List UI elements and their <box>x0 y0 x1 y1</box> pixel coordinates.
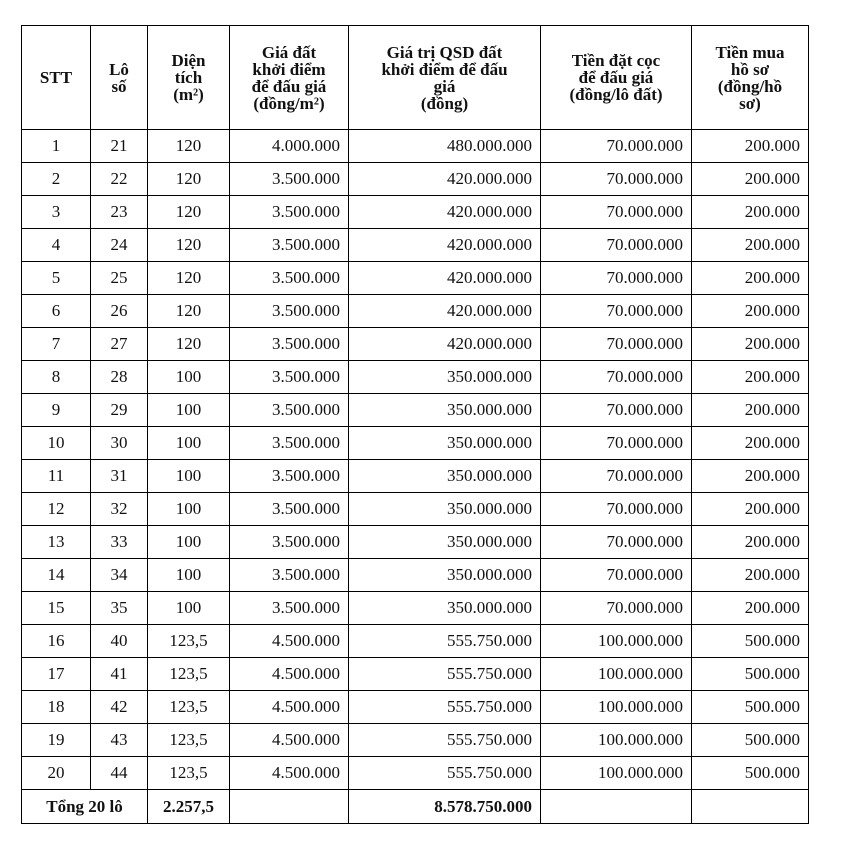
area-cell: 100 <box>148 394 230 427</box>
dossier-fee-cell: 500.000 <box>692 691 809 724</box>
land-value-cell: 555.750.000 <box>349 757 541 790</box>
area-cell: 100 <box>148 526 230 559</box>
unit-price-cell: 3.500.000 <box>230 526 349 559</box>
unit-price-cell: 3.500.000 <box>230 493 349 526</box>
unit-price-cell: 4.500.000 <box>230 757 349 790</box>
stt-cell: 6 <box>22 295 91 328</box>
stt-cell: 12 <box>22 493 91 526</box>
total-empty-cell <box>230 790 349 824</box>
lot-number-cell: 33 <box>91 526 148 559</box>
table-row <box>22 394 809 427</box>
unit-price-cell: 4.500.000 <box>230 625 349 658</box>
stt-cell: 19 <box>22 724 91 757</box>
table-row <box>22 130 809 163</box>
stt-cell: 18 <box>22 691 91 724</box>
unit-price-cell: 3.500.000 <box>230 295 349 328</box>
deposit-cell: 70.000.000 <box>541 559 692 592</box>
total-empty-cell <box>692 790 809 824</box>
table-row <box>22 196 809 229</box>
table-row <box>22 625 809 658</box>
land-value-cell: 420.000.000 <box>349 196 541 229</box>
stt-cell: 15 <box>22 592 91 625</box>
area-cell: 120 <box>148 229 230 262</box>
table-row <box>22 592 809 625</box>
land-value-cell: 420.000.000 <box>349 229 541 262</box>
area-cell: 123,5 <box>148 724 230 757</box>
header-unit-price: Giá đất khởi điểm để đấu giá (đồng/m²) <box>230 26 349 130</box>
stt-cell: 10 <box>22 427 91 460</box>
deposit-cell: 70.000.000 <box>541 394 692 427</box>
header-lot-number: Lô số <box>91 26 148 130</box>
dossier-fee-cell: 200.000 <box>692 460 809 493</box>
lot-number-cell: 28 <box>91 361 148 394</box>
unit-price-cell: 3.500.000 <box>230 229 349 262</box>
table-body <box>22 130 809 790</box>
header-stt: STT <box>22 26 91 130</box>
area-cell: 123,5 <box>148 691 230 724</box>
deposit-cell: 70.000.000 <box>541 493 692 526</box>
lot-number-cell: 21 <box>91 130 148 163</box>
total-empty-cell <box>541 790 692 824</box>
dossier-fee-cell: 500.000 <box>692 625 809 658</box>
dossier-fee-cell: 200.000 <box>692 592 809 625</box>
lot-number-cell: 29 <box>91 394 148 427</box>
lot-number-cell: 32 <box>91 493 148 526</box>
area-cell: 100 <box>148 493 230 526</box>
total-row <box>22 790 809 824</box>
dossier-fee-cell: 200.000 <box>692 295 809 328</box>
lot-number-cell: 44 <box>91 757 148 790</box>
land-value-cell: 350.000.000 <box>349 559 541 592</box>
table-row <box>22 229 809 262</box>
land-value-cell: 350.000.000 <box>349 526 541 559</box>
land-value-cell: 555.750.000 <box>349 691 541 724</box>
lot-number-cell: 26 <box>91 295 148 328</box>
unit-price-cell: 4.500.000 <box>230 724 349 757</box>
unit-price-cell: 3.500.000 <box>230 196 349 229</box>
lot-number-cell: 35 <box>91 592 148 625</box>
dossier-fee-cell: 200.000 <box>692 394 809 427</box>
area-cell: 120 <box>148 295 230 328</box>
land-value-cell: 420.000.000 <box>349 328 541 361</box>
deposit-cell: 100.000.000 <box>541 658 692 691</box>
deposit-cell: 70.000.000 <box>541 295 692 328</box>
table-row <box>22 724 809 757</box>
area-cell: 123,5 <box>148 625 230 658</box>
total-land-value: 8.578.750.000 <box>349 790 541 824</box>
deposit-cell: 70.000.000 <box>541 592 692 625</box>
lot-number-cell: 40 <box>91 625 148 658</box>
dossier-fee-cell: 200.000 <box>692 526 809 559</box>
area-cell: 120 <box>148 196 230 229</box>
deposit-cell: 70.000.000 <box>541 427 692 460</box>
dossier-fee-cell: 500.000 <box>692 757 809 790</box>
area-cell: 120 <box>148 328 230 361</box>
deposit-cell: 70.000.000 <box>541 526 692 559</box>
stt-cell: 16 <box>22 625 91 658</box>
area-cell: 120 <box>148 130 230 163</box>
table-row <box>22 559 809 592</box>
lot-number-cell: 42 <box>91 691 148 724</box>
unit-price-cell: 4.500.000 <box>230 658 349 691</box>
stt-cell: 20 <box>22 757 91 790</box>
land-value-cell: 350.000.000 <box>349 460 541 493</box>
header-land-value: Giá trị QSD đất khởi điểm để đấu giá (đồng) <box>349 26 541 130</box>
unit-price-cell: 3.500.000 <box>230 427 349 460</box>
dossier-fee-cell: 200.000 <box>692 262 809 295</box>
unit-price-cell: 4.000.000 <box>230 130 349 163</box>
deposit-cell: 70.000.000 <box>541 130 692 163</box>
land-value-cell: 555.750.000 <box>349 658 541 691</box>
dossier-fee-cell: 200.000 <box>692 559 809 592</box>
stt-cell: 8 <box>22 361 91 394</box>
deposit-cell: 70.000.000 <box>541 361 692 394</box>
unit-price-cell: 4.500.000 <box>230 691 349 724</box>
area-cell: 120 <box>148 262 230 295</box>
table-row <box>22 526 809 559</box>
lot-number-cell: 25 <box>91 262 148 295</box>
header-row <box>22 26 809 130</box>
dossier-fee-cell: 200.000 <box>692 229 809 262</box>
table-row <box>22 328 809 361</box>
header-dossier-fee: Tiền mua hồ sơ (đồng/hồ sơ) <box>692 26 809 130</box>
stt-cell: 1 <box>22 130 91 163</box>
dossier-fee-cell: 500.000 <box>692 658 809 691</box>
unit-price-cell: 3.500.000 <box>230 328 349 361</box>
deposit-cell: 100.000.000 <box>541 691 692 724</box>
stt-cell: 14 <box>22 559 91 592</box>
table-row <box>22 262 809 295</box>
lot-number-cell: 22 <box>91 163 148 196</box>
stt-cell: 4 <box>22 229 91 262</box>
unit-price-cell: 3.500.000 <box>230 394 349 427</box>
deposit-cell: 70.000.000 <box>541 262 692 295</box>
land-value-cell: 350.000.000 <box>349 592 541 625</box>
lot-number-cell: 30 <box>91 427 148 460</box>
stt-cell: 9 <box>22 394 91 427</box>
land-value-cell: 555.750.000 <box>349 724 541 757</box>
unit-price-cell: 3.500.000 <box>230 559 349 592</box>
area-cell: 100 <box>148 460 230 493</box>
stt-cell: 13 <box>22 526 91 559</box>
dossier-fee-cell: 200.000 <box>692 361 809 394</box>
lot-number-cell: 34 <box>91 559 148 592</box>
unit-price-cell: 3.500.000 <box>230 361 349 394</box>
deposit-cell: 70.000.000 <box>541 196 692 229</box>
table-row <box>22 493 809 526</box>
area-cell: 100 <box>148 592 230 625</box>
lot-number-cell: 24 <box>91 229 148 262</box>
deposit-cell: 100.000.000 <box>541 724 692 757</box>
land-value-cell: 350.000.000 <box>349 394 541 427</box>
dossier-fee-cell: 200.000 <box>692 163 809 196</box>
dossier-fee-cell: 500.000 <box>692 724 809 757</box>
land-value-cell: 420.000.000 <box>349 163 541 196</box>
total-area: 2.257,5 <box>148 790 230 824</box>
table-row <box>22 295 809 328</box>
lot-number-cell: 31 <box>91 460 148 493</box>
stt-cell: 2 <box>22 163 91 196</box>
area-cell: 120 <box>148 163 230 196</box>
land-value-cell: 350.000.000 <box>349 361 541 394</box>
table-row <box>22 427 809 460</box>
lot-number-cell: 43 <box>91 724 148 757</box>
area-cell: 100 <box>148 427 230 460</box>
stt-cell: 7 <box>22 328 91 361</box>
lot-number-cell: 23 <box>91 196 148 229</box>
land-value-cell: 350.000.000 <box>349 493 541 526</box>
unit-price-cell: 3.500.000 <box>230 592 349 625</box>
deposit-cell: 100.000.000 <box>541 757 692 790</box>
table-row <box>22 691 809 724</box>
total-label: Tổng 20 lô <box>22 790 148 824</box>
land-value-cell: 420.000.000 <box>349 262 541 295</box>
table-row <box>22 163 809 196</box>
dossier-fee-cell: 200.000 <box>692 328 809 361</box>
stt-cell: 5 <box>22 262 91 295</box>
area-cell: 123,5 <box>148 757 230 790</box>
unit-price-cell: 3.500.000 <box>230 460 349 493</box>
area-cell: 123,5 <box>148 658 230 691</box>
table-row <box>22 658 809 691</box>
deposit-cell: 70.000.000 <box>541 328 692 361</box>
auction-lots-table <box>21 25 809 824</box>
dossier-fee-cell: 200.000 <box>692 427 809 460</box>
stt-cell: 3 <box>22 196 91 229</box>
dossier-fee-cell: 200.000 <box>692 196 809 229</box>
deposit-cell: 70.000.000 <box>541 163 692 196</box>
table-row <box>22 361 809 394</box>
land-value-cell: 480.000.000 <box>349 130 541 163</box>
table-row <box>22 757 809 790</box>
area-cell: 100 <box>148 559 230 592</box>
deposit-cell: 70.000.000 <box>541 229 692 262</box>
deposit-cell: 70.000.000 <box>541 460 692 493</box>
unit-price-cell: 3.500.000 <box>230 262 349 295</box>
stt-cell: 11 <box>22 460 91 493</box>
stt-cell: 17 <box>22 658 91 691</box>
dossier-fee-cell: 200.000 <box>692 130 809 163</box>
lot-number-cell: 41 <box>91 658 148 691</box>
land-value-cell: 420.000.000 <box>349 295 541 328</box>
table-row <box>22 460 809 493</box>
header-area: Diện tích (m²) <box>148 26 230 130</box>
dossier-fee-cell: 200.000 <box>692 493 809 526</box>
deposit-cell: 100.000.000 <box>541 625 692 658</box>
header-deposit: Tiền đặt cọc để đấu giá (đồng/lô đất) <box>541 26 692 130</box>
land-value-cell: 350.000.000 <box>349 427 541 460</box>
area-cell: 100 <box>148 361 230 394</box>
lot-number-cell: 27 <box>91 328 148 361</box>
unit-price-cell: 3.500.000 <box>230 163 349 196</box>
land-value-cell: 555.750.000 <box>349 625 541 658</box>
